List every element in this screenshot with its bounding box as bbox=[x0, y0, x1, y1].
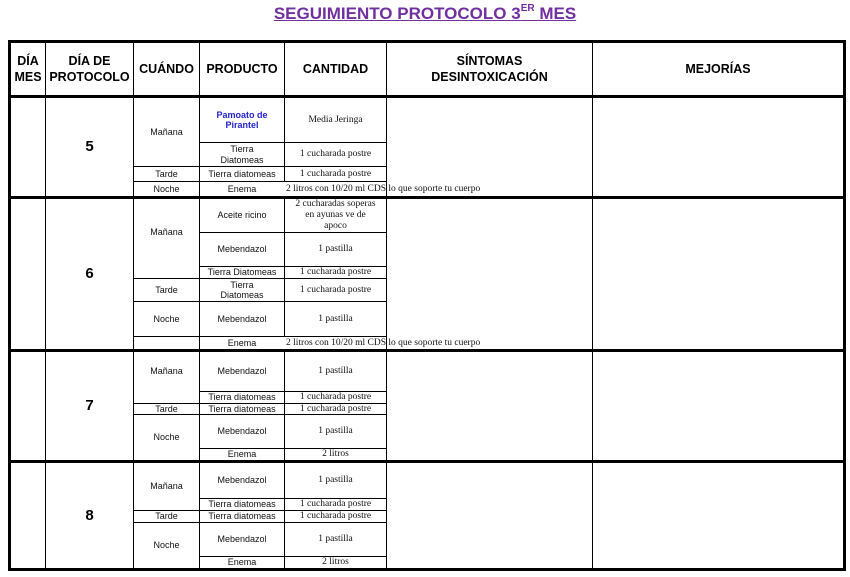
sintomas-entry[interactable] bbox=[387, 199, 592, 336]
when-cell: Noche bbox=[153, 313, 180, 324]
product-cell: Mebendazol bbox=[217, 366, 267, 377]
when-cell: Tarde bbox=[155, 403, 178, 414]
quantity-cell: 1 pastilla bbox=[318, 475, 353, 486]
when-cell: Mañana bbox=[150, 126, 183, 137]
protocol-table bbox=[8, 40, 846, 571]
product-cell: Enema bbox=[227, 449, 257, 460]
product-cell: Tierra diatomeas bbox=[208, 168, 276, 179]
day-number: 5 bbox=[85, 138, 94, 156]
when-cell: Mañana bbox=[150, 227, 183, 238]
product-cell: Mebendazol bbox=[217, 475, 267, 486]
quantity-cell: 1 cucharada postre bbox=[299, 267, 372, 278]
when-cell: Noche bbox=[153, 540, 180, 551]
product-cell: Mebendazol bbox=[217, 313, 267, 324]
mejorias-entry[interactable] bbox=[593, 199, 843, 349]
day-number: 6 bbox=[85, 265, 94, 283]
quantity-cell: 1 cucharada postre bbox=[299, 403, 372, 414]
quantity-cell: 2 litros bbox=[322, 449, 349, 460]
product-cell: Tierra diatomeas bbox=[208, 403, 276, 414]
product-cell: Mebendazol bbox=[217, 426, 267, 437]
quantity-cell: 1 pastilla bbox=[318, 244, 353, 255]
quantity-cell: 1 pastilla bbox=[318, 313, 353, 324]
quantity-cell: 1 cucharada postre bbox=[299, 511, 372, 522]
quantity-cell: Media Jeringa bbox=[308, 114, 363, 125]
product-cell: Mebendazol bbox=[217, 244, 267, 255]
sintomas-entry[interactable] bbox=[387, 352, 592, 460]
product-cell: Tierra Diatomeas bbox=[220, 279, 264, 300]
quantity-cell: 1 pastilla bbox=[318, 534, 353, 545]
header-cantidad: CANTIDAD bbox=[302, 61, 369, 76]
product-cell: Tierra Diatomeas bbox=[207, 267, 277, 278]
mejorias-entry[interactable] bbox=[593, 463, 843, 568]
header-cuando: CUÁNDO bbox=[139, 61, 194, 76]
quantity-cell: 1 cucharada postre bbox=[299, 168, 372, 179]
product-cell: Enema bbox=[227, 337, 257, 348]
sintomas-entry[interactable] bbox=[387, 463, 592, 568]
page-title: SEGUIMIENTO PROTOCOLO 3ER MES bbox=[273, 3, 577, 23]
header-sintomas: SÍNTOMAS DESINTOXICACIÓN bbox=[431, 53, 548, 84]
when-cell: Tarde bbox=[155, 284, 178, 295]
quantity-cell: 1 pastilla bbox=[318, 426, 353, 437]
quantity-cell: 2 litros bbox=[322, 557, 349, 568]
product-cell: Tierra Diatomeas bbox=[220, 144, 264, 165]
quantity-cell: 1 cucharada postre bbox=[299, 284, 372, 295]
quantity-cell: 1 cucharada postre bbox=[299, 392, 372, 403]
table-border-right bbox=[843, 40, 846, 571]
when-cell: Mañana bbox=[150, 366, 183, 377]
header-producto: PRODUCTO bbox=[206, 61, 278, 76]
product-cell: Enema bbox=[227, 183, 257, 194]
when-cell: Noche bbox=[153, 432, 180, 443]
header-mejorias: MEJORÍAS bbox=[685, 62, 751, 76]
quantity-cell: 1 pastilla bbox=[318, 366, 353, 377]
quantity-cell: 2 cucharadas soperas en ayunas ve de apoco bbox=[295, 199, 376, 231]
when-cell: Mañana bbox=[150, 481, 183, 492]
product-cell: Tierra diatomeas bbox=[208, 511, 276, 522]
product-cell: Mebendazol bbox=[217, 534, 267, 545]
product-cell: Aceite ricino bbox=[217, 210, 267, 221]
table-border-left bbox=[8, 40, 11, 571]
mejorias-entry[interactable] bbox=[593, 352, 843, 460]
quantity-cell: 2 litros con 10/20 ml CDS lo que soporte tu cuerpo bbox=[286, 183, 481, 194]
quantity-cell: 1 cucharada postre bbox=[299, 499, 372, 510]
when-cell: Tarde bbox=[155, 168, 178, 179]
product-cell: Enema bbox=[227, 557, 257, 568]
header-dia-mes: DÍA MES bbox=[14, 53, 42, 84]
when-cell: Noche bbox=[153, 183, 180, 194]
product-cell: Pamoato de Pirantel bbox=[216, 109, 268, 130]
quantity-cell: 2 litros con 10/20 ml CDS lo que soporte tu cuerpo bbox=[286, 337, 481, 348]
sintomas-entry[interactable] bbox=[387, 98, 592, 182]
when-cell: Tarde bbox=[155, 511, 178, 522]
product-cell: Tierra diatomeas bbox=[208, 499, 276, 510]
mejorias-entry[interactable] bbox=[593, 98, 843, 196]
product-cell: Tierra diatomeas bbox=[208, 392, 276, 403]
day-number: 8 bbox=[85, 506, 94, 524]
day-number: 7 bbox=[85, 397, 94, 415]
header-dia-protocolo: DÍA DE PROTOCOLO bbox=[49, 53, 130, 84]
quantity-cell: 1 cucharada postre bbox=[299, 149, 372, 160]
